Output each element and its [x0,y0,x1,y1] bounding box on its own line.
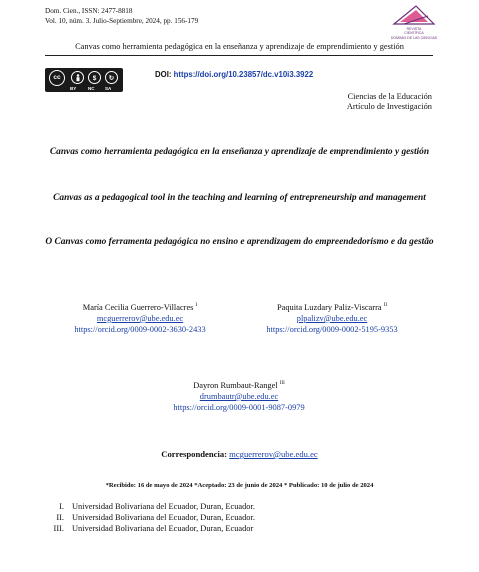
publication-dates: *Recibido: 16 de mayo de 2024 *Aceptado: 23 de junio de 2024 * Publicado: 10 de julio de 2024 [105,482,374,489]
sa-label: SA [105,86,112,91]
sa-icon: ↻ [105,71,118,84]
author-1 [40,300,240,335]
affiliation-item [46,512,255,523]
author-1-mark: I [195,303,198,308]
journal-logo [390,2,438,42]
nc-icon: $ [88,71,101,84]
section-type: Artículo de Investigación [346,102,432,111]
affiliation-num: I. [59,502,64,511]
affiliations [46,501,255,534]
correspondence [0,449,479,459]
author-3-name: Dayron Rumbaut-Rangel [193,380,278,390]
affiliation-text: Universidad Bolivariana del Ecuador, Duran, Ecuador [72,524,254,533]
author-2-name: Paquita Luzdary Paliz-Viscarra [276,302,382,312]
journal-issn: Dom. Cien., ISSN: 2477-8818 [45,7,133,15]
author-3-orcid[interactable]: https://orcid.org/0009-0001-9087-0979 [173,402,305,412]
by-label: BY [70,86,77,91]
by-icon [71,71,84,84]
journal-volume: Vol. 10, núm. 3. Julio-Septiembre, 2024, pp. 156-179 [45,17,199,25]
author-2 [232,300,432,335]
logo-text-2: CIENTÍFICA [404,31,424,35]
affiliation-num: III. [53,524,64,533]
logo-text-3: DOMINIO DE LAS CIENCIAS [390,36,438,40]
author-3 [139,378,339,413]
author-2-mark: II [383,303,388,308]
author-1-orcid[interactable]: https://orcid.org/0009-0002-3630-2433 [74,324,206,334]
logo-text-1: REVISTA [406,27,422,31]
author-1-name: María Cecilia Guerrero-Villacres [82,302,194,312]
title-portuguese: O Canvas como ferramenta pedagógica no ensino e aprendizagem do empreendedorismo e da gestão [45,237,434,247]
section-area: Ciencias de la Educación [347,92,432,101]
correspondence-label: Correspondencia: [161,449,227,459]
affiliation-item [46,523,255,534]
doi-label: DOI: [155,70,172,79]
cc-license-badge[interactable] [45,68,123,92]
author-2-orcid[interactable]: https://orcid.org/0009-0002-5195-9353 [266,324,398,334]
author-1-email[interactable]: mcguerrerov@ube.edu.ec [96,313,184,323]
affiliation-text: Universidad Bolivariana del Ecuador, Duran, Ecuador. [72,513,255,522]
title-spanish: Canvas como herramienta pedagógica en la enseñanza y aprendizaje de emprendimiento y gestión [49,147,430,157]
cc-icon: cc [49,70,65,86]
author-2-email[interactable]: plpalizv@ube.edu.ec [296,313,368,323]
running-title: Canvas como herramienta pedagógica en la enseñanza y aprendizaje de emprendimiento y gestión [75,42,404,51]
doi [155,70,313,79]
doi-link[interactable]: https://doi.org/10.23857/dc.v10i3.3922 [173,70,314,79]
article-section [347,92,432,112]
author-3-email[interactable]: drumbautr@ube.edu.ec [199,391,279,401]
affiliation-item [46,501,255,512]
affiliation-num: II. [56,513,64,522]
author-3-mark: III [279,381,285,386]
correspondence-email[interactable]: mcguerrerov@ube.edu.ec [229,449,318,459]
nc-label: NC [88,86,95,91]
header-rule [45,55,433,56]
affiliation-text: Universidad Bolivariana del Ecuador, Duran, Ecuador. [72,502,255,511]
journal-info [45,6,198,26]
title-english: Canvas as a pedagogical tool in the teaching and learning of entrepreneurship and management [53,193,426,203]
